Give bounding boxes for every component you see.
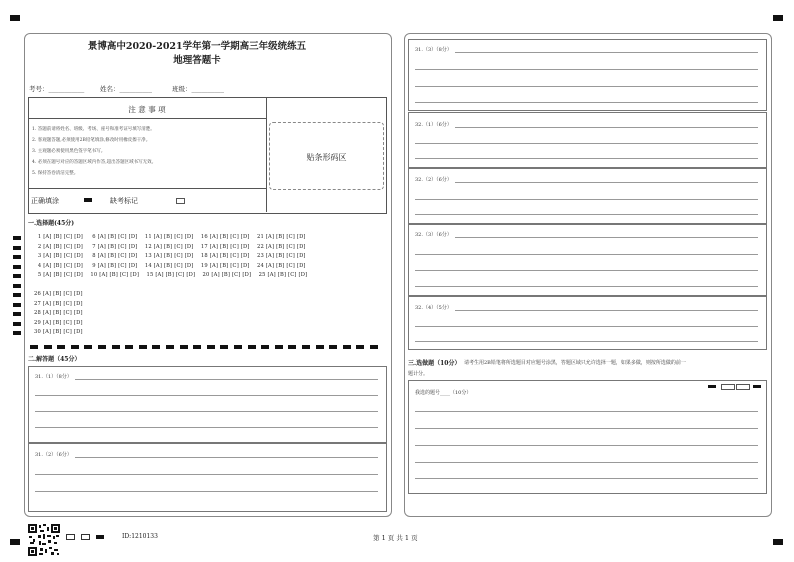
footer-box-2 — [81, 534, 90, 540]
answer-line — [415, 143, 758, 144]
optional-choice-box-b[interactable] — [721, 384, 735, 390]
answer-line — [35, 427, 378, 428]
choice-row-28[interactable]: 28 [A] [B] [C] [D] — [34, 310, 83, 316]
answer-box-optional[interactable] — [408, 380, 767, 494]
question-32-2-label: 32.（2）（6分） — [415, 177, 452, 183]
question-31-3-label: 31.（3）（8分） — [415, 47, 452, 53]
answer-box-31-1[interactable] — [28, 366, 387, 444]
timing-mark — [13, 236, 21, 240]
corner-mark-bottom-right — [773, 539, 783, 545]
answer-line — [455, 237, 758, 238]
answer-line — [35, 395, 378, 396]
barcode-label: 贴条形码区 — [306, 153, 347, 162]
timing-mark — [13, 255, 21, 259]
answer-box-31-2[interactable] — [28, 442, 387, 512]
answer-line — [415, 341, 758, 342]
choice-row-2[interactable]: 2 [A] [B] [C] [D] 7 [A] [B] [C] [D] 12 [A] [B] [C] [D] 17 [A] [B] [C] [D] 22 [A] [B] [C] [D] — [36, 243, 306, 250]
answer-box-32-2[interactable] — [408, 168, 767, 224]
answer-line — [455, 52, 758, 53]
choice-row-29[interactable]: 29 [A] [B] [C] [D] — [34, 319, 83, 326]
choice-row-4[interactable]: 4 [A] [B] [C] [D] 9 [A] [B] [C] [D] 14 [A] [B] [C] [D] 19 [A] [B] [C] [D] 24 [A] [B] [C] [D] — [36, 262, 306, 269]
answer-box-31-3[interactable] — [408, 39, 767, 111]
answer-line — [415, 286, 758, 287]
answer-line — [455, 182, 758, 183]
choice-row-1[interactable]: 1 [A] [B] [C] [D] 6 [A] [B] [C] [D] 11 [A] [B] [C] [D] 16 [A] [B] [C] [D] 21 [A] [B] [C] [D] — [36, 234, 306, 240]
question-32-3-label: 32.（3）（6分） — [415, 232, 452, 238]
choice-row-30[interactable]: 30 [A] [B] [C] [D] — [34, 329, 83, 335]
answer-line — [455, 310, 758, 311]
choice-row-5[interactable]: 5 [A] [B] [C] [D] 10 [A] [B] [C] [D] 15 [A] [B] [C] [D] 20 [A] [B] [C] [D] 25 [A] [B] [C] [D] — [36, 272, 308, 278]
correct-fill-sample — [84, 198, 92, 202]
answer-box-32-1[interactable] — [408, 112, 767, 168]
class-field[interactable]: 班级：__________ — [172, 85, 224, 93]
timing-mark — [13, 322, 21, 326]
optional-choice-fill-d[interactable] — [753, 385, 761, 388]
section2-title: 二.解答题（45分） — [28, 356, 81, 363]
section1-title: 一.选择题(45分) — [28, 220, 75, 227]
answer-line — [75, 379, 378, 380]
answer-line — [415, 326, 758, 327]
corner-mark-bottom-left — [10, 539, 20, 545]
timing-mark — [13, 246, 21, 250]
answer-line — [415, 102, 758, 103]
answer-line — [75, 457, 378, 458]
optional-choice-label: 我选的题号____（10分） — [415, 390, 472, 396]
timing-mark — [13, 274, 21, 278]
notice-divider-vertical — [266, 97, 267, 212]
notice-heading: 注 意 事 项 — [128, 105, 166, 114]
section3-description: 请考生用2B铅笔将所选题目对应题号涂黑，答题区域只允许选择一题，如果多做，则按所选做的前一 — [464, 360, 686, 366]
question-32-4-label: 32.（4）（5分） — [415, 305, 452, 311]
page-title: 景博高中2020-2021学年第一学期高三年级统练五 — [87, 41, 307, 52]
corner-mark-top-right — [773, 15, 783, 21]
answer-line — [415, 254, 758, 255]
answer-line — [415, 69, 758, 70]
answer-line — [415, 86, 758, 87]
answer-line — [35, 474, 378, 475]
timing-mark — [13, 303, 21, 307]
answer-line — [415, 462, 758, 463]
optional-choice-fill-a[interactable] — [708, 385, 716, 388]
notice-divider-fill — [28, 188, 266, 189]
footer-box-1 — [66, 534, 75, 540]
notice-item-4: 4. 必须在题号对应的答题区域内作答,超出答题区域书写无效。 — [32, 160, 157, 165]
qr-code — [28, 524, 60, 556]
timing-mark — [13, 293, 21, 297]
answer-line — [415, 445, 758, 446]
answer-line — [415, 411, 758, 412]
question-31-2-label: 31.（2）（6分） — [35, 452, 72, 458]
correct-fill-label: 正确填涂 — [31, 197, 59, 205]
notice-item-3: 3. 主观题必须使用黑色签字笔书写。 — [32, 149, 106, 154]
notice-item-5: 5. 保持答卷清洁完整。 — [32, 171, 79, 176]
question-32-1-label: 32.（1）（6分） — [415, 122, 452, 128]
absent-mark-label: 缺考标记 — [110, 197, 138, 205]
section3-description-cont: 题计分。 — [408, 371, 429, 377]
footer-id: ID:1210133 — [122, 533, 158, 540]
dashed-separator — [30, 345, 385, 349]
answer-line — [415, 199, 758, 200]
notice-divider-heading — [28, 118, 266, 119]
choice-row-26[interactable]: 26 [A] [B] [C] [D] — [34, 291, 83, 297]
notice-item-2: 2. 客观题答题,必须使用2B铅笔填涂,修改时用橡皮擦干净。 — [32, 138, 151, 143]
choice-row-27[interactable]: 27 [A] [B] [C] [D] — [34, 300, 83, 307]
notice-item-1: 1. 答题前请将姓名、班级、考场、座号和准考证号填写清楚。 — [32, 127, 155, 132]
choice-row-3[interactable]: 3 [A] [B] [C] [D] 8 [A] [B] [C] [D] 13 [A] [B] [C] [D] 18 [A] [B] [C] [D] 23 [A] [B] [C] [D] — [36, 253, 306, 259]
exam-number-field[interactable]: 考号：___________ — [29, 85, 85, 93]
timing-mark — [13, 312, 21, 316]
answer-line — [415, 428, 758, 429]
answer-line — [415, 270, 758, 271]
page-subtitle: 地理答题卡 — [173, 55, 221, 66]
answer-line — [455, 127, 758, 128]
absent-mark-checkbox[interactable] — [176, 198, 185, 204]
answer-line — [415, 158, 758, 159]
question-31-1-label: 31.（1）（8分） — [35, 374, 72, 380]
section3-title: 三.选做题（10分） — [408, 360, 461, 367]
footer-page-number: 第 1 页 共 1 页 — [373, 534, 418, 542]
footer-fill — [96, 535, 104, 539]
timing-mark — [13, 265, 21, 269]
optional-choice-box-c[interactable] — [736, 384, 750, 390]
answer-line — [415, 478, 758, 479]
name-field[interactable]: 姓名：__________ — [100, 85, 152, 93]
answer-line — [35, 411, 378, 412]
corner-mark-top-left — [10, 15, 20, 21]
timing-mark — [13, 331, 21, 335]
timing-mark — [13, 284, 21, 288]
answer-line — [415, 214, 758, 215]
answer-line — [35, 491, 378, 492]
